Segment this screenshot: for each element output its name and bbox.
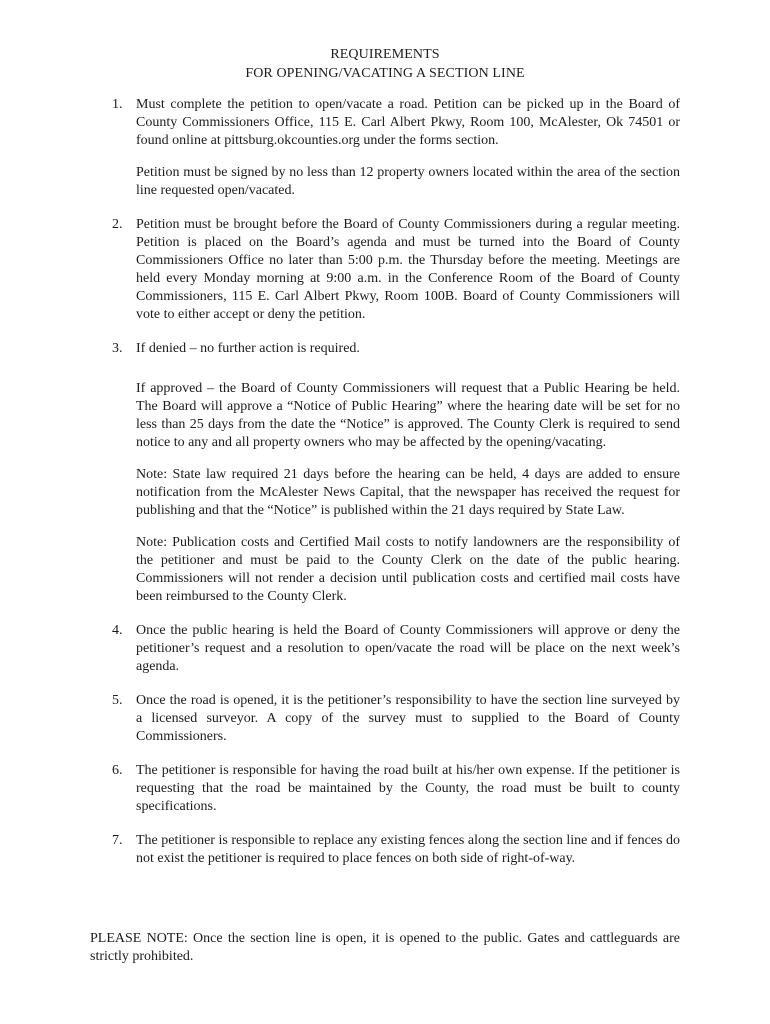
list-item [0, 762, 680, 816]
item-paragraph: Petition must be brought before the Board of County Commissioners during a regular meeting. Petition is placed on the Board’s agenda and must be turned into the Board of County Commissioners Office no later than 5:00 p.m. the Thursday before the meeting. Meetings are held every Monday morning at 9:00 a.m. in the Conference Room of the Board of County Commissioners, 115 E. Carl Albert Pkwy, Room 100B. Board of County Commissioners will vote to either accept or deny the petition. [136, 217, 680, 322]
item-number: 6. [112, 763, 123, 778]
document-subtitle: FOR OPENING/VACATING A SECTION LINE [245, 66, 525, 81]
list-item [0, 340, 680, 606]
item-paragraph: If approved – the Board of County Commissioners will request that a Public Hearing be held. The Board will approve a “Notice of Public Hearing” where the hearing date will be set for no less than 25 days from the date the “Notice” is approved. The County Clerk is required to send notice to any and all property owners who may be affected by the opening/vacating. [136, 381, 680, 450]
list-item [0, 96, 680, 200]
item-number: 4. [112, 623, 123, 638]
list-item [0, 622, 680, 676]
item-number: 3. [112, 341, 123, 356]
requirements-list [0, 96, 770, 884]
item-paragraph: Must complete the petition to open/vacate a road. Petition can be picked up in the Board of County Commissioners Office, 115 E. Carl Albert Pkwy, Room 100, McAlester, Ok 74501 or found online at pittsburg.okcounties.org under the forms section. [136, 97, 680, 148]
item-number: 1. [112, 97, 123, 112]
item-number: 5. [112, 693, 123, 708]
item-number: 7. [112, 833, 123, 848]
item-paragraph: Petition must be signed by no less than 12 property owners located within the area of the section line requested open/vacated. [136, 165, 680, 198]
item-paragraph: The petitioner is responsible to replace any existing fences along the section line and if fences do not exist the petitioner is required to place fences on both side of right-of-way. [136, 833, 680, 866]
item-paragraph: Once the public hearing is held the Board of County Commissioners will approve or deny the petitioner’s request and a resolution to open/vacate the road will be place on the next week’s agenda. [136, 623, 680, 674]
please-note: PLEASE NOTE: Once the section line is open, it is opened to the public. Gates and cattleguards are strictly prohibited. [90, 931, 680, 964]
document-title: REQUIREMENTS [330, 47, 440, 62]
item-paragraph: The petitioner is responsible for having the road built at his/her own expense. If the petitioner is requesting that the road be maintained by the County, the road must be built to county specifications. [136, 763, 680, 814]
item-paragraph: Once the road is opened, it is the petitioner’s responsibility to have the section line surveyed by a licensed surveyor. A copy of the survey must to supplied to the Board of County Commissioners. [136, 693, 680, 744]
list-item [0, 216, 680, 324]
list-item [0, 832, 680, 868]
item-paragraph: Note: Publication costs and Certified Mail costs to notify landowners are the responsibility of the petitioner and must be paid to the County Clerk on the date of the public hearing. Commissioners will not render a decision until publication costs and certified mail costs have been reimbursed to the County Clerk. [136, 535, 680, 604]
item-number: 2. [112, 217, 123, 232]
item-paragraph: Note: State law required 21 days before the hearing can be held, 4 days are added to ensure notification from the McAlester News Capital, that the newspaper has received the request for publishing and that the “Notice” is published within the 21 days required by State Law. [136, 467, 680, 518]
list-item [0, 692, 680, 746]
item-paragraph: If denied – no further action is required. [136, 341, 360, 356]
